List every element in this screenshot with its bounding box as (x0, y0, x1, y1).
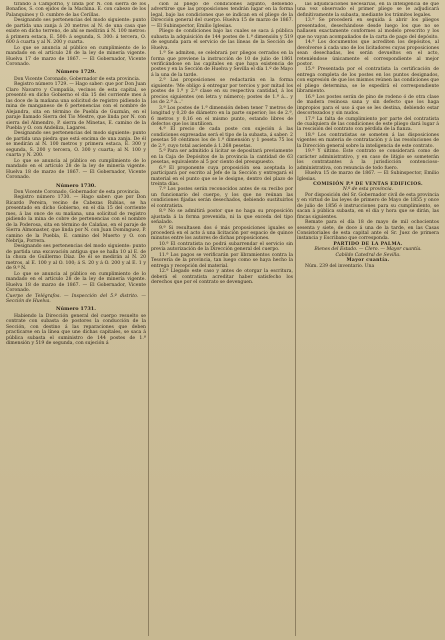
paragraph: 6.ª El proponente cuya proposición sea aceptada lo participará por escrito al Jefe de la Sección y entregará el material en el punto que se le designe, dentro del plazo de treinta días. (151, 165, 293, 187)
paragraph: Designando ses pertenencias del modo siguiente: punto de partida una excavación antigua que se halla 10 al E. de la choza de Guillermo Díaz. De él se medirán al N. 20 metros, al E. 100 y al O. 100; á S. 20 y á O. 200 y al E. 1 y de 9.ª N. (6, 244, 146, 272)
paragraph: 14.ª Los documentos que acrediten los depósitos, al devolverse á cada uno de los licitadores cuyas proposiciones sean desechadas, les serán devueltos en el acto, reteniéndose únicamente el correspondiente al mejor postor. (297, 40, 439, 67)
paragraph: Lo que se anuncia al público en cumplimiento de lo mandado en el artículo 28 de la ley de minería vigente. Huelva 17 de marzo de 1867. — El Gobernador, Vicente Coronado. (6, 45, 146, 67)
paragraph: 11.ª Los pagos se verificarán por libramientos contra la Tesorería de la provincia, tan luego como se haya hecho la entrega y recepción del material. (151, 252, 293, 269)
paragraph: Registro número 1730. — Hago saber: que por Don Ricardo Pereira, vecino de Cabezas Rubias, se ha presentado en dicho Gobierno, en el día 15 del corriente mes, á las once de su mañana, una solicitud de registro pidiendo la mina de cobre de pertenencias con el nombre de la Poderosa, sita en término de Calañas, en el paraje de Sierra Almonaster, que linda por N. con Juan Domínguez, P. camino de la Puebla, E. camino del Muerto y O. con Nebrija, Porrera. (6, 195, 146, 245)
text-line: Mayor cuantía. (346, 258, 390, 264)
paragraph: Don Vicente Coronado, Gobernador de esta provincia. (14, 189, 141, 195)
paragraph: Lo que se anuncia al público en cumplimiento de lo mandado en el artículo 28 de la ley de minería vigente. Huelva 18 de marzo de 1867. — El Gobernador, Vicente Coronado. (6, 271, 146, 294)
paragraph: 13.ª Se procederá en seguida á abrir los pliegos presentados, desechándose desde luego los que no se hallasen exactamente conformes al modelo prescrito y los que no vayan acompañados de la carta de pago del depósito. (297, 18, 439, 40)
paragraph: Por disposición del Sr. Gobernador civil de esta provincia y en virtud de las leyes de primero de Mayo de 1855 y once de julio de 1856 é instrucciones para su cumplimiento, se sacan á pública subasta, en el día y hora que se dirán, las fincas siguientes. (297, 192, 439, 220)
text-line: Bienes del Estado. — Clero. — Mayor cuantía. (314, 247, 422, 253)
paragraph: Huelva 15 de marzo de 1867. — El Subinspector, Emilio Iglesias. (297, 171, 439, 182)
paragraph: 4.ª El precio de cada poste con sujeción á las condiciones expresadas será el tipo de la subasta, á saber: 2 pesetas 50 céntimos los de 1.ª dimensión y 1 peseta 75 los de 2.ª, cuyo total asciende á 1.268 pesetas. (151, 127, 293, 149)
column-divider-2 (295, 4, 296, 636)
text-column-3 (297, 2, 439, 638)
paragraph: 3.ª Los postes de 1.ª dimensión deben tener 7 metros de longitud y 0,20 de diámetro en la parte superior; los de 2.ª, 6 metros y 0,16 en el mismo punto, estando libres de defectos que los inutilicen. (151, 105, 293, 127)
paragraph: 9.ª Si resultasen dos ó más proposiciones iguales se procederá en el acto á una licitación por espacio de quince minutos entre los autores de dichas proposiciones. (151, 225, 293, 242)
paragraph: Pliego de condiciones bajo las cuales se saca á pública subasta la adquisición de 144 postes de 1.ª dimensión y 519 de segunda para el servicio de las líneas de la Sección de Huelva. (151, 29, 293, 51)
paragraph: Lo que se anuncia al público en cumplimiento de lo mandado en el artículo 28 de la ley de minería vigente. Huelva 18 de marzo de 1867. — El Gobernador, Vicente Coronado. (6, 158, 146, 181)
paragraph: Don Vicente Coronado, Gobernador de esta provincia. (14, 76, 141, 82)
paragraph: 7.ª Los postes serán reconocidos antes de su recibo por un funcionario del cuerpo, y los que no reúnan las condiciones fijadas serán desechados, debiendo sustituirlos el contratista. (151, 187, 293, 209)
text-column-2 (151, 2, 293, 638)
paragraph: 19.ª Y último. Este contrato se considerará como de carácter administrativo, y en caso de litigio se someterán los contratantes á la jurisdicción contencioso-administrativa, con renuncia de todo fuero. (297, 149, 439, 171)
section-heading: Número 1729. (55, 69, 97, 76)
paragraph: 1.ª Se admiten, se celebrará por pliegos cerrados en la forma que previene la instrucción de 10 de julio de 1861 verificándose en las capitales en que haya existencia de postes y en la Sección de Huelva y Sevilla el día 1.º de Mayo á la una de la tarde. (151, 51, 293, 78)
paragraph: 2.ª Las proposiciones se redactarán en la forma siguiente: 'Me obligo á entregar por tercios y por mitad los postes de 1.ª y 2.ª clase en su respectiva cantidad, á los precios siguientes (en letra y número); postes de 1.ª á... y los de 2.ª á...' (151, 78, 293, 106)
paragraph: Remate para el día 18 de mayo de mil ochocientos sesenta y siete, de doce á una de la tarde, en las Casas Consistoriales de esta capital ante el Sr. Juez de primera instancia y Escribano que corresponda. (297, 220, 439, 242)
text-line: Cabildo Catedral de Sevilla. (335, 252, 401, 258)
paragraph: 8.ª No se admitirá postor que no haga su proposición ajustada á la forma prevenida, ni la que exceda del tipo señalado. (151, 209, 293, 226)
section-heading: Número 1731. (55, 306, 97, 313)
paragraph: 17.ª La falta de cumplimiento por parte del contratista de cualquiera de las condiciones de este pliego dará lugar á la rescisión del contrato con pérdida de la fianza. (297, 116, 439, 133)
section-heading: Número 1730. (55, 182, 97, 189)
paragraph: Registro número 1729. — Hago saber: que por Don Juan Claro Navarro y Compañía, vecinos de esta capital, se presentó en dicho Gobierno el día 15 del corriente mes á las doce de la mañana una solicitud de registro pidiendo la mina de manganeso de 6 pertenencias con el nombre de Alejandra, sita en término de Puebla de Guzmán, en el paraje llamado Sierra del Tio Mestre, que linda por N. con sierra del Almendro, P. sierra de Minetas, E. camino de la Puebla y O. con Andeliza, Lagares. (6, 82, 146, 131)
text-line: Cuerpo de Telégrafos. — Inspección del 5.º distrito. — Sección de Huelva. (6, 293, 146, 305)
column-divider-1 (148, 4, 149, 636)
text-line: COMISIÓN P.ª DE VENTAS EDIFICIOS. (313, 181, 423, 187)
paragraph: las adjudicaciones necesarias, en la inteligencia de que una vez observado el primer pliego se le adjudicará definitivamente la subasta, mediante los trámites legales. (297, 2, 439, 18)
paragraph: 15.ª Presentada por el contratista la certificación de entrega completa de los postes en los puntos designados, con expresión de que los mismos reúnen las condiciones que el pliego determina, se le expedirá el correspondiente libramiento. (297, 67, 439, 95)
text-line: N.º de esta provincia. (342, 187, 394, 193)
paragraph: 16.ª Los postes serán de pino de rodeno ó de otra clase de madera resinosa sana y sin defecto que los haga impropios para el uso á que se les destina, debiendo estar descortezados y sin nudos. (297, 94, 439, 117)
paragraph: 18.ª Los contratistas se someten á las disposiciones vigentes en materia de contratación y á las resoluciones de la Dirección general sobre la inteligencia de este contrato. (297, 132, 439, 149)
paragraph: Designando ses pertenencias del modo siguiente: punto de partida una zanja á 20 metros al N. de una casa que existe en dicho terreno, de ahí se medirán á N. 100 metros: á primera estaca, E. 500: á segunda, S. 300: á tercera, O. 600 á cuarta y al N. 200 y cuarta. (6, 18, 146, 46)
paragraph: Designando ses pertenencias del modo siguiente: punto de partida una piedra que está encima de una zanja. De él se medirán al N. 100 metros y primera estaca, E. 300 y segunda, S. 200 y tercera, O. 300 y cuarta; al N. 100 y cuarta y N. 200. (6, 131, 146, 159)
paragraph: Habiendo la Dirección general del cuerpo resuelto se contrate con subasta de postores la conducción de la Sección, con destino á las reparaciones que deben practicarse en la línea que une dichas capitales, se saca á pública subasta el suministro de 144 postes de 1.ª dimensión y 519 de segunda, con sujeción á (6, 313, 146, 347)
paragraph: Núm. 239 del inventario. Una (305, 263, 375, 269)
paragraph: 10.ª El contratista no podrá subarrendar el servicio sin previa autorización de la Dirección general del cuerpo. (151, 241, 293, 253)
paragraph: 5.ª Para ser admitido á licitar se depositará previamente en la Caja de Depósitos de la provincia la cantidad de 63 pesetas, equivalente al 5 por ciento del presupuesto. (151, 149, 293, 166)
text-column-1 (6, 2, 146, 638)
paragraph: tirando ã Campofrio, y linda por N. con sierra de los Bonafios, S. con ejidos de la Machina. E. con cabezo de los Palanquines y O. cumbre de las Cerillas. (6, 2, 146, 18)
paragraph: cion al pliego de condiciones adjunto, debiendo advertirse que las proposiciones tendrán lugar en la forma legal, bajo las condiciones que se indican en el pliego de la Dirección general del cuerpo. Huelva 15 de marzo de 1867. — El Subinspector, Emilio Iglesias. (151, 2, 293, 29)
text-line: PARTIDO DE LA PALMA. (333, 241, 403, 247)
paragraph: 12.ª Llegado este caso y antes de otorgar la escritura, deberá el contratista acreditar haber satisfecho los derechos que por el contrato se devenguen. (151, 269, 293, 286)
